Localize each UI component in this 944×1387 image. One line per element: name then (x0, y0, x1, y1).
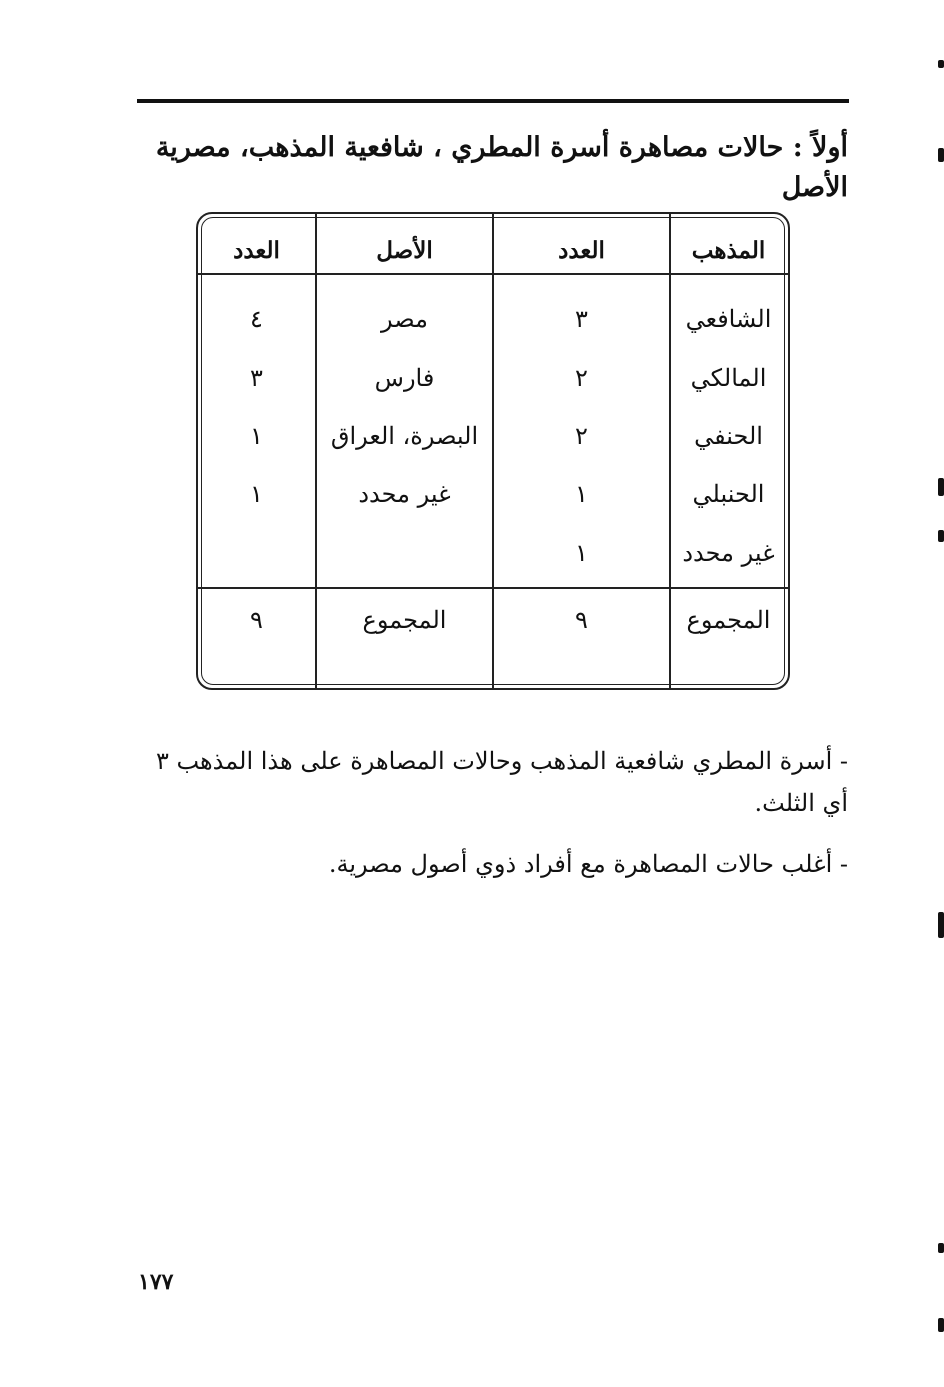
table-total-divider (198, 587, 788, 589)
note-paragraph: - أسرة المطري شافعية المذهب وحالات المصاهرة على هذا المذهب ٣ أي الثلث. (155, 747, 848, 817)
scan-edge-mark (938, 1243, 944, 1253)
scan-edge-mark (938, 912, 944, 938)
scan-edge-mark (938, 60, 944, 68)
table-cell: ٢ (575, 364, 588, 392)
table-cell: ١ (250, 480, 263, 508)
table-cell: فارس (374, 364, 435, 392)
scan-edge-mark (938, 1318, 944, 1332)
header-count: العدد (233, 237, 280, 264)
section-heading: أولاً : حالات مصاهرة أسرة المطري ، شافعية المذهب، مصرية الأصل (155, 132, 848, 203)
table-total-cell: ٩ (250, 606, 263, 634)
top-rule (137, 99, 849, 103)
table-cell: الحنبلي (692, 480, 765, 508)
page-number: ١٧٧ (138, 1269, 174, 1295)
scan-edge-mark (938, 530, 944, 542)
note-paragraph: - أغلب حالات المصاهرة مع أفراد ذوي أصول مصرية. (328, 850, 848, 878)
table-cell: غير محدد (682, 539, 775, 567)
scan-edge-mark (938, 148, 944, 162)
table-cell: ٤ (250, 305, 263, 333)
table-cell: ١ (575, 480, 588, 508)
table-cell: الحنفي (694, 422, 763, 450)
table-header-divider (198, 273, 788, 275)
header-count: العدد (558, 237, 605, 264)
table-cell: ٣ (575, 305, 588, 333)
table-cell: غير محدد (358, 480, 451, 508)
table-cell: مصر (381, 305, 428, 333)
scan-edge-mark (938, 478, 944, 496)
table-cell: ١ (575, 539, 588, 567)
table-cell: ٣ (250, 364, 263, 392)
header-origin: الأصل (376, 237, 433, 264)
table-cell: الشافعي (685, 305, 772, 333)
table-cell: البصرة، العراق (330, 422, 479, 450)
header-madhhab: المذهب (691, 237, 766, 264)
table-total-cell: المجموع (362, 606, 447, 634)
table-cell: ١ (250, 422, 263, 450)
table-total-cell: المجموع (686, 606, 771, 634)
table-cell: المالكي (690, 364, 767, 392)
table-cell: ٢ (575, 422, 588, 450)
table-total-cell: ٩ (575, 606, 588, 634)
